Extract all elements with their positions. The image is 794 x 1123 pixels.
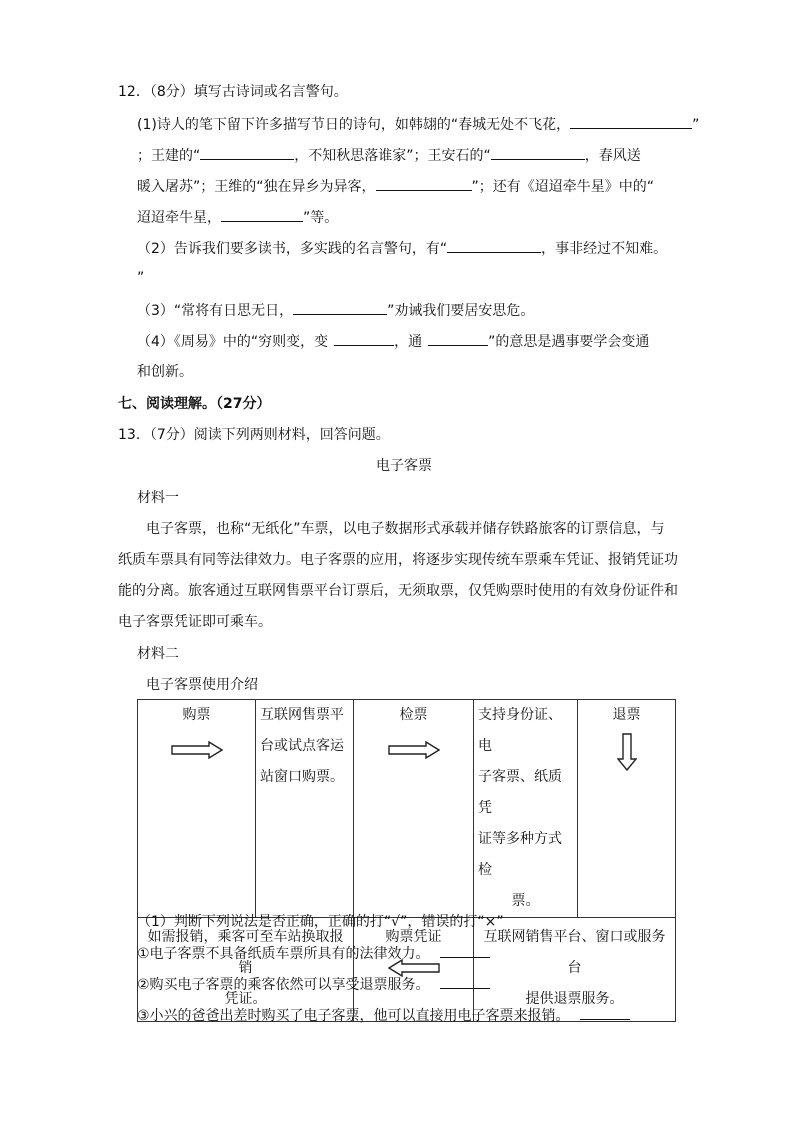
answer-blank-7[interactable] [293, 300, 387, 315]
q12-p1-text: ” [692, 117, 700, 133]
material-1-line: 电子客票凭证即可乘车。 [118, 614, 272, 630]
q12-p4-line2: 和创新。 [137, 364, 193, 380]
section-7-heading: 七、阅读理解。（27分） [118, 396, 271, 412]
flow-text: 证等多种方式检 [478, 831, 562, 878]
flow-cell-check [354, 700, 474, 918]
q12-p2-line1 [137, 238, 667, 259]
q12-p2-line2: ” [137, 270, 145, 286]
q12-p3 [137, 300, 534, 321]
q12-p1-text: 暖入屠苏”；王维的“独在异乡为异客， [137, 179, 376, 195]
q12-p1-text: ”等。 [303, 210, 339, 226]
answer-blank-6[interactable] [447, 238, 541, 253]
answer-blank-judge-3[interactable] [580, 1005, 630, 1020]
material-1-label: 材料一 [137, 490, 179, 506]
q12-p4-text: （4）《周易》中的“穷则变，变 [137, 334, 329, 350]
flow-cell-buy [138, 700, 256, 918]
q12-p3-text: （3）“常将有日思无日， [137, 303, 294, 319]
flow-step-voucher: 购票凭证 [385, 929, 442, 945]
flow-text: 互联网销售平台、窗口或服务台 [483, 929, 666, 976]
material-1-line: 电子客票，也称“无纸化”车票，以电子数据形式承载并储存铁路旅客的订票信息，与 [146, 521, 665, 537]
answer-blank-5[interactable] [221, 207, 303, 222]
material-1-line: 纸质车票具有同等法律效力。电子客票的应用，将逐步实现传统车票乘车凭证、报销凭证功 [118, 552, 678, 568]
q12-p4-line1 [137, 331, 649, 352]
q12-p2-text: （2）告诉我们要多读书，多实践的名言警句，有“ [137, 241, 448, 257]
answer-blank-9[interactable] [428, 331, 488, 346]
judgement-item-1 [137, 943, 490, 964]
answer-blank-2[interactable] [200, 145, 294, 160]
q12-p1-line2 [137, 145, 641, 166]
q12-p4-text: ”的意思是遇事要学会变通 [488, 334, 650, 350]
flow-cell-refund [578, 700, 676, 918]
answer-blank-judge-2[interactable] [440, 974, 490, 989]
q12-heading: 12．（8分）填写古诗词或名言警句。 [118, 84, 348, 100]
flow-step-check: 检票 [399, 707, 428, 723]
q12-p3-text: ”劝诫我们要居安思危。 [387, 303, 535, 319]
flow-text: 子客票、纸质凭 [478, 769, 562, 816]
q13-sub1-instruction: （1）判断下列说法是否正确，正确的打“√”，错误的打“×” [137, 914, 504, 930]
q12-p1-text: (1)诗人的笔下留下许多描写节日的诗句，如韩翃的“春城无处不飞花， [137, 117, 571, 133]
q13-heading: 13．（7分）阅读下列两则材料，回答问题。 [118, 427, 390, 443]
arrow-right-icon [388, 741, 440, 759]
flow-cell-buy-desc [256, 700, 354, 918]
arrow-down-icon [617, 733, 637, 771]
answer-blank-judge-1[interactable] [440, 943, 490, 958]
q12-p1-line3 [137, 176, 654, 197]
judgement-text: ③小兴的爸爸出差时购买了电子客票，他可以直接用电子客票来报销。 [137, 1008, 570, 1024]
flow-text: 提供退票服务。 [525, 991, 624, 1007]
judgement-item-2 [137, 974, 490, 995]
q12-p1-line4 [137, 207, 338, 228]
table-title: 电子客票使用介绍 [146, 677, 258, 693]
flow-text: 支持身份证、电 [478, 707, 562, 754]
q12-p1-text: ，不知秋思落谁家”；王安石的“ [294, 148, 491, 164]
material-2-label: 材料二 [137, 646, 179, 662]
arrow-right-icon [171, 741, 223, 759]
judgement-text: ①电子客票不具备纸质车票所具有的法律效力。 [137, 946, 430, 962]
flow-text: 站窗口购票。 [260, 769, 344, 785]
flow-cell-check-desc [474, 700, 578, 918]
answer-blank-3[interactable] [491, 145, 585, 160]
judgement-item-3 [137, 1005, 630, 1026]
flow-step-refund: 退票 [612, 707, 641, 723]
flow-text: 如需报销，乘客可至车站换取报销 [147, 929, 344, 976]
answer-blank-1[interactable] [570, 114, 692, 129]
answer-blank-8[interactable] [334, 331, 394, 346]
answer-blank-4[interactable] [376, 176, 472, 191]
flow-text: 台或试点客运 [260, 738, 344, 754]
flow-text: 互联网售票平 [260, 707, 344, 723]
q12-p1-text: ，春风送 [584, 148, 641, 164]
flow-text: 凭证。 [224, 991, 267, 1007]
q12-p1-text: ”；还有《迢迢牵牛星》中的“ [471, 179, 655, 195]
material-1-line: 能的分离。旅客通过互联网售票平台订票后，无须取票，仅凭购票时使用的有效身份证件和 [118, 583, 678, 599]
judgement-text: ②购买电子客票的乘客依然可以享受退票服务。 [137, 977, 430, 993]
q12-p1-text: 迢迢牵牛星， [137, 210, 221, 226]
q12-p4-text: ，通 [394, 334, 423, 350]
q12-p1-line1 [137, 114, 699, 135]
q12-p1-text: ；王建的“ [137, 148, 201, 164]
flow-text: 票。 [511, 893, 540, 909]
flow-step-buy: 购票 [182, 707, 211, 723]
passage-title: 电子客票 [376, 458, 432, 474]
q12-p2-text: ，事非经过不知难。 [541, 241, 668, 257]
